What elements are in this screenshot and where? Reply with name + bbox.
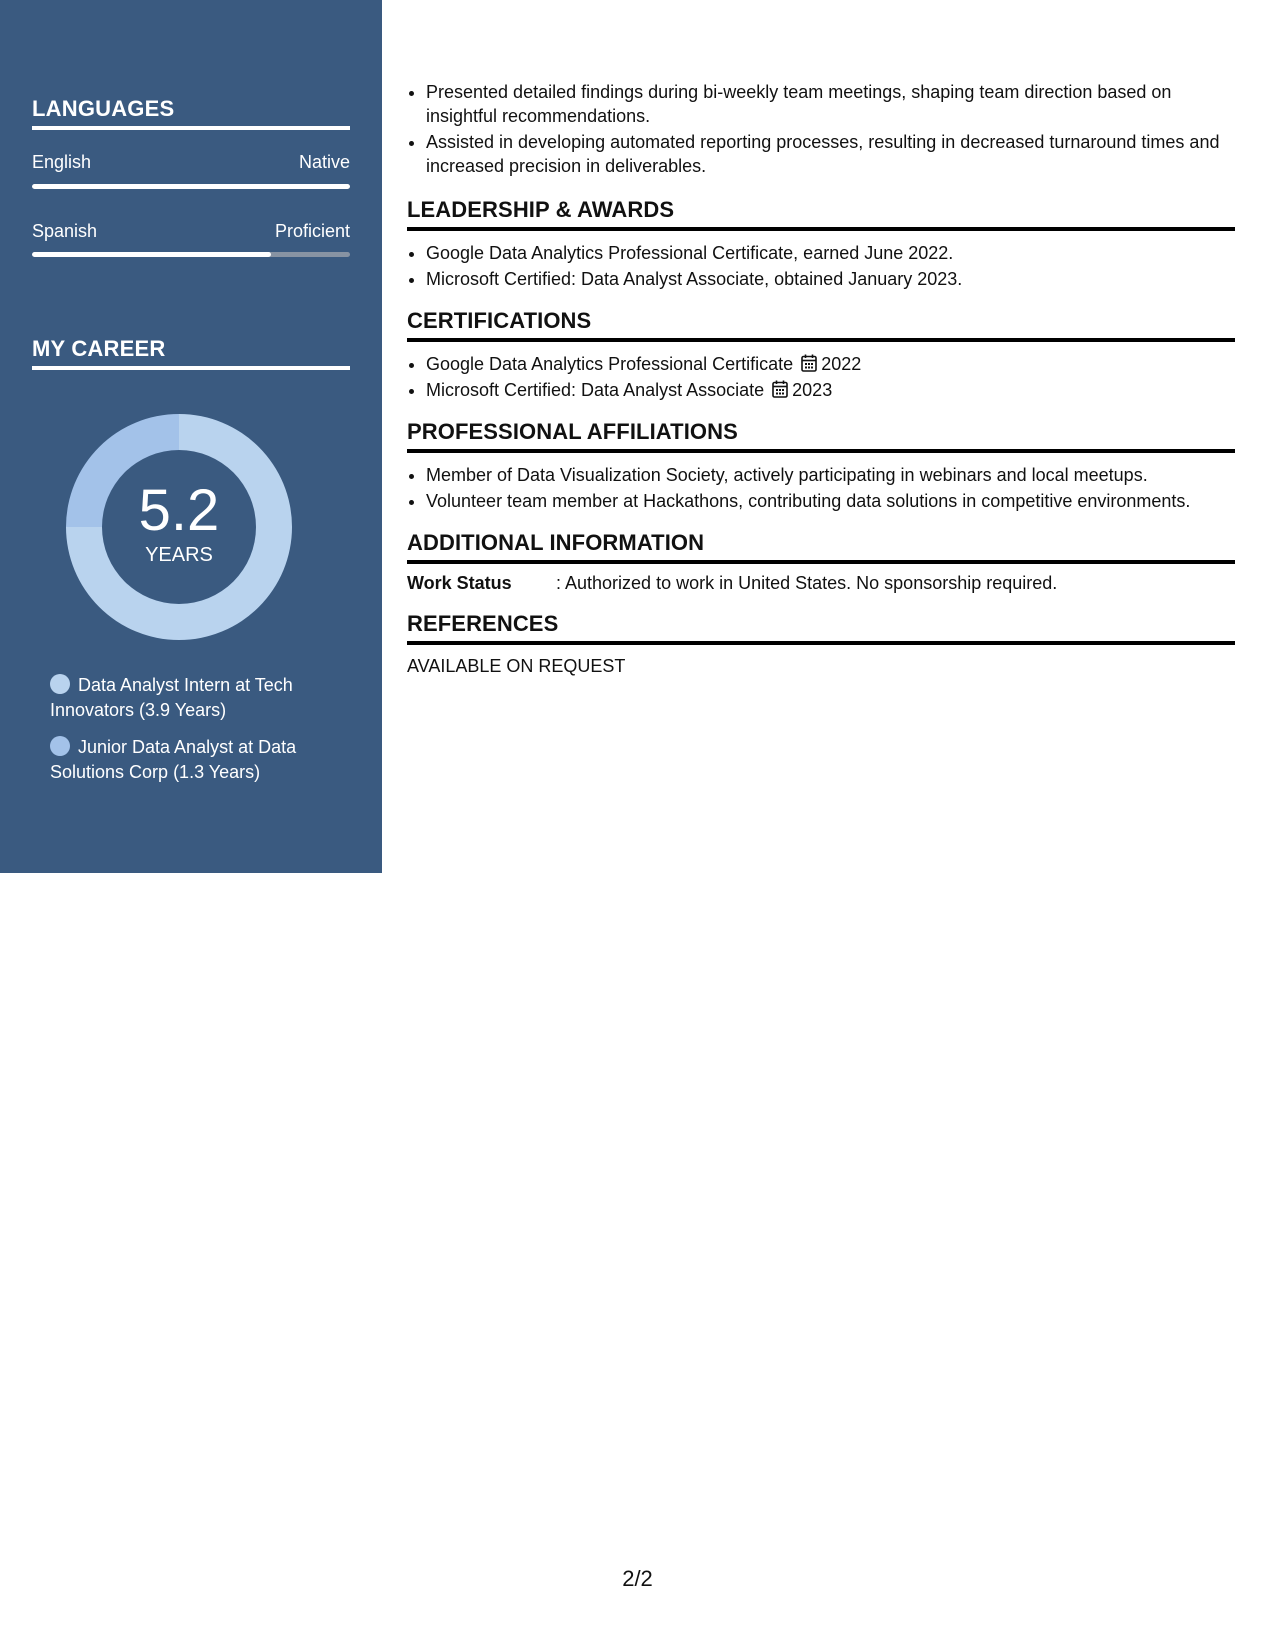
language-bar-fill	[32, 184, 350, 189]
language-bar-english	[32, 184, 350, 189]
references-heading: REFERENCES	[407, 611, 1235, 645]
list-item: • Presented detailed findings during bi-weekly team meetings, shaping team direction based on insightful recommendations.	[426, 80, 1235, 128]
work-status-row	[407, 573, 1235, 594]
page-number: 2/2	[622, 1566, 653, 1591]
language-name: Spanish	[32, 221, 98, 241]
career-legend-item	[50, 735, 350, 785]
affiliations-list	[407, 463, 1235, 515]
career-total	[66, 414, 292, 640]
work-status-value: : Authorized to work in United States. No sponsorship required.	[556, 573, 1058, 593]
list-item	[426, 378, 1235, 402]
additional-info-heading: ADDITIONAL INFORMATION	[407, 530, 1235, 564]
certification-name: Google Data Analytics Professional Certificate	[426, 354, 794, 374]
work-status-label: Work Status	[407, 573, 512, 593]
career-total-unit: YEARS	[145, 543, 213, 566]
certification-year: 2023	[792, 380, 833, 400]
language-bar-fill	[32, 252, 271, 257]
legend-dot-icon	[50, 736, 70, 756]
list-item: • Google Data Analytics Professional Certificate, earned June 2022.	[426, 241, 1235, 265]
list-item: • Assisted in developing automated reporting processes, resulting in decreased turnaround times and increased precision in deliverables.	[426, 130, 1235, 178]
certification-year: 2022	[821, 354, 862, 374]
career-legend-label: Junior Data Analyst at Data Solutions Corp (1.3 Years)	[50, 737, 297, 782]
sidebar	[0, 0, 382, 873]
legend-dot-icon	[50, 674, 70, 694]
career-legend-item	[50, 673, 350, 723]
career-heading: MY CAREER	[32, 336, 350, 370]
list-item: • Volunteer team member at Hackathons, contributing data solutions in competitive environments.	[426, 489, 1235, 513]
calendar-icon	[772, 380, 788, 398]
certifications-list	[407, 352, 1235, 404]
certification-name: Microsoft Certified: Data Analyst Associate	[426, 380, 765, 400]
language-level: Proficient	[274, 221, 350, 241]
language-item-spanish	[32, 221, 350, 242]
leadership-list	[407, 241, 1235, 293]
experience-bullets	[407, 80, 1235, 180]
calendar-icon	[801, 354, 817, 372]
affiliations-heading: PROFESSIONAL AFFILIATIONS	[407, 419, 1235, 453]
career-legend-label: Data Analyst Intern at Tech Innovators (3.9 Years)	[50, 675, 293, 720]
references-text: AVAILABLE ON REQUEST	[407, 656, 626, 676]
language-bar-spanish	[32, 252, 350, 257]
certifications-heading: CERTIFICATIONS	[407, 308, 1235, 342]
language-level: Native	[298, 152, 350, 172]
language-name: English	[32, 152, 92, 172]
list-item: • Microsoft Certified: Data Analyst Associate, obtained January 2023.	[426, 267, 1235, 291]
career-donut-chart	[66, 414, 292, 640]
list-item: • Member of Data Visualization Society, actively participating in webinars and local meetups.	[426, 463, 1235, 487]
language-item-english	[32, 152, 350, 173]
list-item	[426, 352, 1235, 376]
leadership-heading: LEADERSHIP & AWARDS	[407, 197, 1235, 231]
career-total-value: 5.2	[138, 477, 220, 543]
languages-heading: LANGUAGES	[32, 96, 350, 130]
